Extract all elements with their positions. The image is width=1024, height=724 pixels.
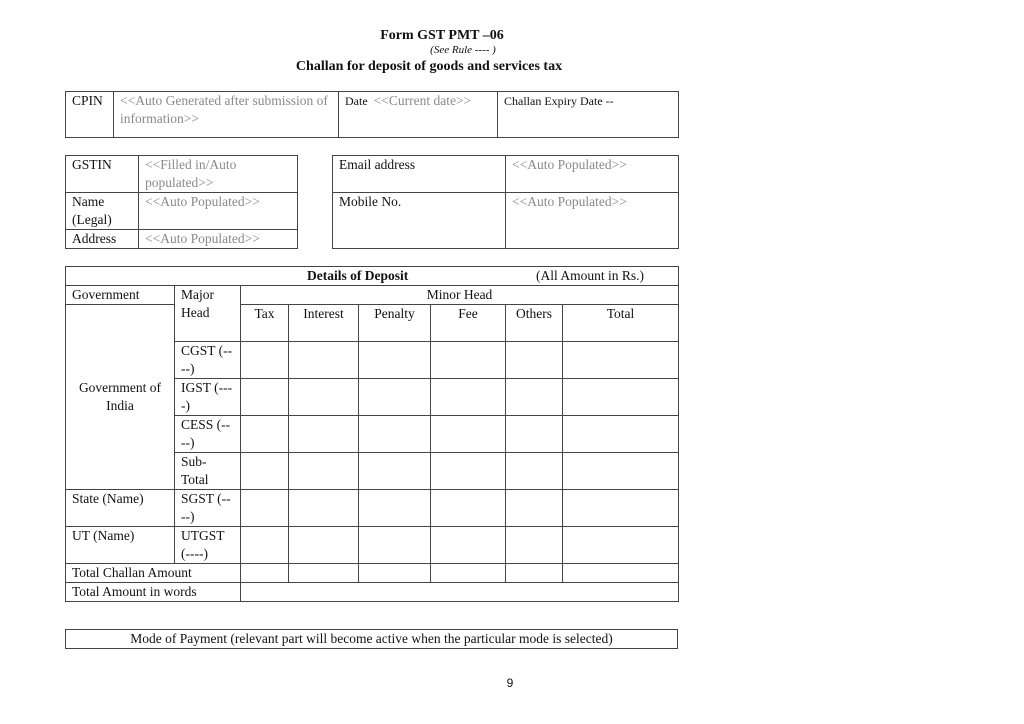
page-number: 9: [506, 676, 514, 690]
utgst-tax-cell[interactable]: [241, 527, 289, 564]
total-total-cell[interactable]: [563, 564, 679, 583]
total-challan-label: Total Challan Amount: [66, 564, 241, 583]
cess-total-cell[interactable]: [563, 416, 679, 453]
col-tax: Tax: [241, 305, 289, 342]
col-government: Government: [66, 286, 175, 305]
ut-name-label: UT (Name): [66, 527, 175, 564]
mobile-label: Mobile No.: [333, 193, 506, 249]
cgst-others-cell[interactable]: [506, 342, 563, 379]
cess-interest-cell[interactable]: [289, 416, 359, 453]
total-fee-cell[interactable]: [431, 564, 506, 583]
date-cell: [339, 92, 498, 138]
name-legal-field[interactable]: <<Auto Populated>>: [139, 193, 298, 230]
cgst-total-cell[interactable]: [563, 342, 679, 379]
sgst-fee-cell[interactable]: [431, 490, 506, 527]
name-legal-label: Name (Legal): [66, 193, 139, 230]
col-minor-head: Minor Head: [241, 286, 679, 305]
subtotal-tax-cell[interactable]: [241, 453, 289, 490]
deposit-table: [65, 266, 679, 602]
cgst-fee-cell[interactable]: [431, 342, 506, 379]
head-sgst: SGST (----): [175, 490, 241, 527]
payment-table: [65, 629, 678, 649]
sgst-penalty-cell[interactable]: [359, 490, 431, 527]
subtotal-total-cell[interactable]: [563, 453, 679, 490]
email-field[interactable]: <<Auto Populated>>: [506, 156, 679, 193]
total-interest-cell[interactable]: [289, 564, 359, 583]
sgst-total-cell[interactable]: [563, 490, 679, 527]
col-penalty: Penalty: [359, 305, 431, 342]
rule-reference: (See Rule ---- ): [430, 44, 496, 56]
igst-interest-cell[interactable]: [289, 379, 359, 416]
subtotal-others-cell[interactable]: [506, 453, 563, 490]
cgst-tax-cell[interactable]: [241, 342, 289, 379]
gstin-label: GSTIN: [66, 156, 139, 193]
head-cess: CESS (----): [175, 416, 241, 453]
cpin-label: CPIN: [66, 92, 114, 138]
address-label: Address: [66, 230, 139, 249]
contact-table: [332, 155, 679, 249]
amount-note: (All Amount in Rs.): [536, 268, 645, 283]
col-total: Total: [563, 305, 679, 342]
mode-of-payment: Mode of Payment (relevant part will become active when the particular mode is selected): [66, 630, 678, 649]
cgst-penalty-cell[interactable]: [359, 342, 431, 379]
form-title: Form GST PMT –06: [380, 28, 504, 43]
igst-tax-cell[interactable]: [241, 379, 289, 416]
cpin-table: [65, 91, 679, 138]
head-cgst: CGST (----): [175, 342, 241, 379]
deposit-title: Details of Deposit: [307, 268, 409, 283]
date-label: Date: [345, 94, 368, 108]
cess-tax-cell[interactable]: [241, 416, 289, 453]
cgst-interest-cell[interactable]: [289, 342, 359, 379]
total-words-label: Total Amount in words: [66, 583, 241, 602]
utgst-others-cell[interactable]: [506, 527, 563, 564]
state-name-label: State (Name): [66, 490, 175, 527]
subtotal-fee-cell[interactable]: [431, 453, 506, 490]
igst-penalty-cell[interactable]: [359, 379, 431, 416]
total-words-field[interactable]: [241, 583, 679, 602]
cess-fee-cell[interactable]: [431, 416, 506, 453]
total-penalty-cell[interactable]: [359, 564, 431, 583]
cpin-value[interactable]: <<Auto Generated after submission of information>>: [114, 92, 339, 138]
igst-fee-cell[interactable]: [431, 379, 506, 416]
mobile-field[interactable]: <<Auto Populated>>: [506, 193, 679, 249]
col-fee: Fee: [431, 305, 506, 342]
deposit-title-row: [66, 267, 679, 286]
sgst-tax-cell[interactable]: [241, 490, 289, 527]
utgst-penalty-cell[interactable]: [359, 527, 431, 564]
subtotal-interest-cell[interactable]: [289, 453, 359, 490]
igst-others-cell[interactable]: [506, 379, 563, 416]
challan-expiry-date: Challan Expiry Date --: [498, 92, 679, 138]
sgst-interest-cell[interactable]: [289, 490, 359, 527]
col-interest: Interest: [289, 305, 359, 342]
sgst-others-cell[interactable]: [506, 490, 563, 527]
utgst-interest-cell[interactable]: [289, 527, 359, 564]
total-others-cell[interactable]: [506, 564, 563, 583]
cess-others-cell[interactable]: [506, 416, 563, 453]
col-major-head: Major Head: [175, 286, 241, 342]
utgst-total-cell[interactable]: [563, 527, 679, 564]
igst-total-cell[interactable]: [563, 379, 679, 416]
utgst-fee-cell[interactable]: [431, 527, 506, 564]
head-igst: IGST (----): [175, 379, 241, 416]
cess-penalty-cell[interactable]: [359, 416, 431, 453]
gstin-field[interactable]: <<Filled in/Auto populated>>: [139, 156, 298, 193]
head-utgst: UTGST (----): [175, 527, 241, 564]
total-tax-cell[interactable]: [241, 564, 289, 583]
subtotal-penalty-cell[interactable]: [359, 453, 431, 490]
email-label: Email address: [333, 156, 506, 193]
address-field[interactable]: <<Auto Populated>>: [139, 230, 298, 249]
head-subtotal: Sub-Total: [175, 453, 241, 490]
col-others: Others: [506, 305, 563, 342]
taxpayer-table: [65, 155, 298, 249]
goi-label: Government of India: [66, 305, 175, 490]
form-subtitle: Challan for deposit of goods and services tax: [295, 59, 563, 74]
date-value[interactable]: <<Current date>>: [373, 93, 472, 108]
